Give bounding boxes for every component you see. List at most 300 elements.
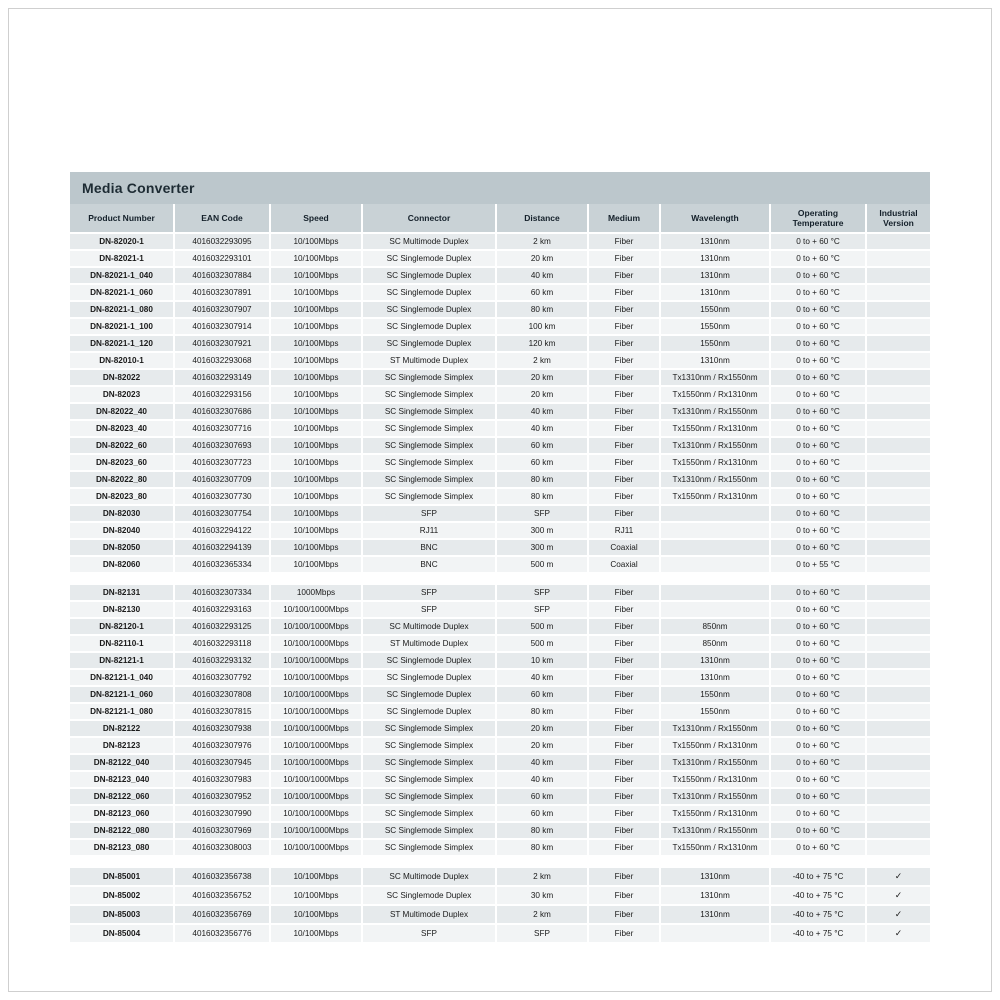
spacer-cell <box>866 856 930 867</box>
cell-medium: Fiber <box>588 403 660 420</box>
cell-medium: Fiber <box>588 703 660 720</box>
cell-wavelength: 1550nm <box>660 301 770 318</box>
cell-ean-code: 4016032307709 <box>174 471 270 488</box>
cell-operating-temperature: 0 to + 60 °C <box>770 250 866 267</box>
cell-distance: SFP <box>496 924 588 943</box>
table-row <box>70 556 930 573</box>
cell-speed: 1000Mbps <box>270 584 362 601</box>
cell-wavelength <box>660 539 770 556</box>
cell-ean-code: 4016032356776 <box>174 924 270 943</box>
cell-speed: 10/100/1000Mbps <box>270 771 362 788</box>
cell-ean-code: 4016032307884 <box>174 267 270 284</box>
cell-distance: 40 km <box>496 420 588 437</box>
cell-distance: 20 km <box>496 369 588 386</box>
table-header <box>70 204 930 233</box>
cell-connector: SC Singlemode Duplex <box>362 669 496 686</box>
cell-ean-code: 4016032307976 <box>174 737 270 754</box>
cell-industrial-version <box>866 420 930 437</box>
cell-industrial-version <box>866 556 930 573</box>
cell-wavelength: 1310nm <box>660 233 770 250</box>
cell-product-number: DN-82022 <box>70 369 174 386</box>
cell-product-number: DN-82123 <box>70 737 174 754</box>
cell-distance: SFP <box>496 584 588 601</box>
cell-connector: SC Singlemode Duplex <box>362 652 496 669</box>
cell-product-number: DN-82120-1 <box>70 618 174 635</box>
cell-operating-temperature: 0 to + 60 °C <box>770 601 866 618</box>
cell-product-number: DN-82122_080 <box>70 822 174 839</box>
table-row <box>70 635 930 652</box>
cell-medium: Fiber <box>588 924 660 943</box>
cell-connector: BNC <box>362 539 496 556</box>
cell-product-number: DN-82021-1_040 <box>70 267 174 284</box>
cell-connector: SC Singlemode Simplex <box>362 454 496 471</box>
cell-distance: 20 km <box>496 720 588 737</box>
cell-operating-temperature: 0 to + 60 °C <box>770 318 866 335</box>
cell-distance: 60 km <box>496 788 588 805</box>
cell-industrial-version <box>866 669 930 686</box>
cell-distance: 2 km <box>496 352 588 369</box>
cell-wavelength <box>660 584 770 601</box>
cell-medium: Fiber <box>588 352 660 369</box>
cell-product-number: DN-82121-1_060 <box>70 686 174 703</box>
cell-speed: 10/100/1000Mbps <box>270 805 362 822</box>
cell-operating-temperature: 0 to + 60 °C <box>770 437 866 454</box>
cell-wavelength <box>660 601 770 618</box>
table-row <box>70 703 930 720</box>
cell-distance: 2 km <box>496 233 588 250</box>
cell-medium: Fiber <box>588 618 660 635</box>
spacer-cell <box>770 856 866 867</box>
cell-wavelength: Tx1550nm / Rx1310nm <box>660 805 770 822</box>
table-row <box>70 618 930 635</box>
table-row <box>70 352 930 369</box>
cell-industrial-version <box>866 369 930 386</box>
cell-connector: SFP <box>362 601 496 618</box>
cell-speed: 10/100Mbps <box>270 267 362 284</box>
cell-operating-temperature: 0 to + 60 °C <box>770 788 866 805</box>
cell-operating-temperature: 0 to + 60 °C <box>770 386 866 403</box>
table-row <box>70 471 930 488</box>
cell-wavelength: 1310nm <box>660 867 770 886</box>
cell-industrial-version <box>866 822 930 839</box>
cell-connector: SFP <box>362 505 496 522</box>
cell-product-number: DN-82021-1_100 <box>70 318 174 335</box>
cell-industrial-version <box>866 584 930 601</box>
cell-industrial-version <box>866 839 930 856</box>
cell-industrial-version <box>866 539 930 556</box>
cell-ean-code: 4016032307938 <box>174 720 270 737</box>
cell-connector: SC Singlemode Simplex <box>362 822 496 839</box>
cell-distance: 80 km <box>496 301 588 318</box>
cell-medium: Fiber <box>588 754 660 771</box>
table-row <box>70 924 930 943</box>
spacer-cell <box>496 856 588 867</box>
cell-speed: 10/100Mbps <box>270 556 362 573</box>
cell-ean-code: 4016032307815 <box>174 703 270 720</box>
cell-connector: SC Singlemode Simplex <box>362 839 496 856</box>
column-header-ean-code: EAN Code <box>174 204 270 233</box>
cell-industrial-version <box>866 386 930 403</box>
cell-product-number: DN-82021-1_120 <box>70 335 174 352</box>
cell-connector: SFP <box>362 584 496 601</box>
spacer-cell <box>770 573 866 584</box>
column-header-wavelength: Wavelength <box>660 204 770 233</box>
table-row <box>70 867 930 886</box>
cell-ean-code: 4016032307969 <box>174 822 270 839</box>
cell-medium: Fiber <box>588 420 660 437</box>
cell-industrial-version <box>866 318 930 335</box>
cell-operating-temperature: 0 to + 60 °C <box>770 539 866 556</box>
table-row <box>70 522 930 539</box>
cell-wavelength: 1310nm <box>660 267 770 284</box>
cell-speed: 10/100Mbps <box>270 454 362 471</box>
spacer-cell <box>70 573 174 584</box>
cell-distance: 60 km <box>496 686 588 703</box>
cell-ean-code: 4016032307914 <box>174 318 270 335</box>
cell-industrial-version <box>866 618 930 635</box>
cell-ean-code: 4016032293156 <box>174 386 270 403</box>
cell-wavelength: Tx1550nm / Rx1310nm <box>660 420 770 437</box>
cell-connector: SC Multimode Duplex <box>362 233 496 250</box>
cell-connector: SC Singlemode Simplex <box>362 754 496 771</box>
column-header-product-number: Product Number <box>70 204 174 233</box>
cell-ean-code: 4016032307723 <box>174 454 270 471</box>
cell-industrial-version <box>866 301 930 318</box>
cell-speed: 10/100Mbps <box>270 488 362 505</box>
cell-ean-code: 4016032307730 <box>174 488 270 505</box>
cell-speed: 10/100/1000Mbps <box>270 754 362 771</box>
cell-speed: 10/100Mbps <box>270 284 362 301</box>
cell-connector: SC Singlemode Duplex <box>362 250 496 267</box>
cell-industrial-version <box>866 233 930 250</box>
cell-ean-code: 4016032293125 <box>174 618 270 635</box>
cell-wavelength: Tx1550nm / Rx1310nm <box>660 454 770 471</box>
cell-connector: SC Singlemode Simplex <box>362 488 496 505</box>
cell-industrial-version <box>866 471 930 488</box>
cell-distance: 500 m <box>496 618 588 635</box>
table-row <box>70 505 930 522</box>
cell-wavelength <box>660 556 770 573</box>
media-converter-table <box>70 204 930 944</box>
cell-wavelength: 1310nm <box>660 886 770 905</box>
cell-speed: 10/100Mbps <box>270 335 362 352</box>
cell-operating-temperature: -40 to + 75 °C <box>770 867 866 886</box>
cell-connector: SC Singlemode Simplex <box>362 720 496 737</box>
cell-wavelength: 1550nm <box>660 703 770 720</box>
cell-operating-temperature: 0 to + 60 °C <box>770 652 866 669</box>
cell-industrial-version <box>866 352 930 369</box>
cell-medium: RJ11 <box>588 522 660 539</box>
cell-product-number: DN-85003 <box>70 905 174 924</box>
cell-medium: Fiber <box>588 720 660 737</box>
cell-wavelength: Tx1550nm / Rx1310nm <box>660 771 770 788</box>
cell-product-number: DN-82023_80 <box>70 488 174 505</box>
cell-distance: 30 km <box>496 886 588 905</box>
cell-connector: SFP <box>362 924 496 943</box>
cell-wavelength: Tx1550nm / Rx1310nm <box>660 386 770 403</box>
cell-wavelength: Tx1310nm / Rx1550nm <box>660 369 770 386</box>
cell-wavelength: 1310nm <box>660 669 770 686</box>
cell-medium: Fiber <box>588 454 660 471</box>
cell-industrial-version <box>866 771 930 788</box>
cell-connector: SC Singlemode Simplex <box>362 420 496 437</box>
cell-wavelength: Tx1310nm / Rx1550nm <box>660 403 770 420</box>
cell-distance: 60 km <box>496 805 588 822</box>
cell-wavelength: 1310nm <box>660 284 770 301</box>
cell-wavelength: Tx1310nm / Rx1550nm <box>660 471 770 488</box>
cell-product-number: DN-82021-1_080 <box>70 301 174 318</box>
spacer-cell <box>174 856 270 867</box>
cell-operating-temperature: 0 to + 60 °C <box>770 284 866 301</box>
cell-ean-code: 4016032293095 <box>174 233 270 250</box>
table-row <box>70 454 930 471</box>
cell-distance: 300 m <box>496 522 588 539</box>
cell-connector: SC Singlemode Simplex <box>362 805 496 822</box>
cell-speed: 10/100Mbps <box>270 250 362 267</box>
cell-medium: Fiber <box>588 369 660 386</box>
cell-product-number: DN-82121-1_040 <box>70 669 174 686</box>
cell-speed: 10/100/1000Mbps <box>270 618 362 635</box>
cell-connector: SC Singlemode Simplex <box>362 437 496 454</box>
cell-product-number: DN-82122_040 <box>70 754 174 771</box>
cell-operating-temperature: 0 to + 60 °C <box>770 505 866 522</box>
check-icon: ✓ <box>894 871 903 881</box>
cell-product-number: DN-82010-1 <box>70 352 174 369</box>
cell-operating-temperature: 0 to + 60 °C <box>770 471 866 488</box>
cell-product-number: DN-82040 <box>70 522 174 539</box>
cell-distance: 80 km <box>496 822 588 839</box>
cell-connector: SC Singlemode Simplex <box>362 369 496 386</box>
cell-distance: 40 km <box>496 267 588 284</box>
column-header-industrial-version: Industrial Version <box>866 204 930 233</box>
cell-medium: Fiber <box>588 905 660 924</box>
cell-connector: ST Multimode Duplex <box>362 635 496 652</box>
check-icon: ✓ <box>894 928 903 938</box>
cell-wavelength: 850nm <box>660 618 770 635</box>
cell-distance: 20 km <box>496 737 588 754</box>
cell-product-number: DN-82021-1_060 <box>70 284 174 301</box>
cell-speed: 10/100/1000Mbps <box>270 601 362 618</box>
cell-ean-code: 4016032356752 <box>174 886 270 905</box>
table-row <box>70 652 930 669</box>
table-row <box>70 437 930 454</box>
cell-medium: Coaxial <box>588 539 660 556</box>
cell-operating-temperature: 0 to + 60 °C <box>770 335 866 352</box>
cell-speed: 10/100Mbps <box>270 233 362 250</box>
cell-speed: 10/100Mbps <box>270 867 362 886</box>
cell-speed: 10/100Mbps <box>270 539 362 556</box>
cell-operating-temperature: 0 to + 55 °C <box>770 556 866 573</box>
cell-product-number: DN-82131 <box>70 584 174 601</box>
table-row <box>70 584 930 601</box>
cell-wavelength: 1310nm <box>660 652 770 669</box>
cell-speed: 10/100Mbps <box>270 403 362 420</box>
table-row <box>70 754 930 771</box>
cell-speed: 10/100/1000Mbps <box>270 652 362 669</box>
cell-distance: 500 m <box>496 635 588 652</box>
cell-medium: Fiber <box>588 635 660 652</box>
table-row <box>70 601 930 618</box>
cell-industrial-version <box>866 267 930 284</box>
cell-speed: 10/100Mbps <box>270 386 362 403</box>
cell-speed: 10/100/1000Mbps <box>270 737 362 754</box>
cell-medium: Coaxial <box>588 556 660 573</box>
cell-operating-temperature: 0 to + 60 °C <box>770 703 866 720</box>
cell-speed: 10/100Mbps <box>270 924 362 943</box>
cell-distance: 80 km <box>496 839 588 856</box>
cell-wavelength: Tx1550nm / Rx1310nm <box>660 488 770 505</box>
cell-ean-code: 4016032307693 <box>174 437 270 454</box>
table-row <box>70 686 930 703</box>
cell-medium: Fiber <box>588 686 660 703</box>
cell-connector: SC Singlemode Duplex <box>362 318 496 335</box>
cell-ean-code: 4016032307808 <box>174 686 270 703</box>
cell-product-number: DN-82050 <box>70 539 174 556</box>
table-row <box>70 369 930 386</box>
cell-ean-code: 4016032307921 <box>174 335 270 352</box>
cell-product-number: DN-82121-1_080 <box>70 703 174 720</box>
table-row <box>70 886 930 905</box>
cell-medium: Fiber <box>588 318 660 335</box>
cell-product-number: DN-82130 <box>70 601 174 618</box>
cell-product-number: DN-82121-1 <box>70 652 174 669</box>
cell-operating-temperature: -40 to + 75 °C <box>770 905 866 924</box>
table-row <box>70 335 930 352</box>
table-row <box>70 805 930 822</box>
cell-wavelength: Tx1310nm / Rx1550nm <box>660 437 770 454</box>
cell-wavelength: Tx1310nm / Rx1550nm <box>660 788 770 805</box>
cell-ean-code: 4016032307952 <box>174 788 270 805</box>
cell-speed: 10/100Mbps <box>270 522 362 539</box>
cell-ean-code: 4016032356738 <box>174 867 270 886</box>
cell-medium: Fiber <box>588 284 660 301</box>
cell-industrial-version <box>866 250 930 267</box>
spacer-cell <box>174 573 270 584</box>
page-title: Media Converter <box>82 180 195 196</box>
cell-industrial-version <box>866 635 930 652</box>
cell-speed: 10/100/1000Mbps <box>270 822 362 839</box>
cell-connector: RJ11 <box>362 522 496 539</box>
cell-distance: 300 m <box>496 539 588 556</box>
cell-industrial-version <box>866 703 930 720</box>
cell-operating-temperature: 0 to + 60 °C <box>770 267 866 284</box>
column-header-operating-temperature: Operating Temperature <box>770 204 866 233</box>
cell-wavelength <box>660 924 770 943</box>
cell-medium: Fiber <box>588 267 660 284</box>
cell-connector: SC Singlemode Simplex <box>362 386 496 403</box>
column-header-distance: Distance <box>496 204 588 233</box>
cell-speed: 10/100Mbps <box>270 437 362 454</box>
cell-product-number: DN-82123_060 <box>70 805 174 822</box>
cell-operating-temperature: 0 to + 60 °C <box>770 822 866 839</box>
cell-distance: 100 km <box>496 318 588 335</box>
cell-distance: 20 km <box>496 250 588 267</box>
cell-connector: SC Singlemode Duplex <box>362 703 496 720</box>
cell-wavelength: 1310nm <box>660 250 770 267</box>
spacer-cell <box>362 573 496 584</box>
spacer-cell <box>70 856 174 867</box>
cell-industrial-version <box>866 652 930 669</box>
cell-medium: Fiber <box>588 788 660 805</box>
cell-medium: Fiber <box>588 471 660 488</box>
cell-medium: Fiber <box>588 250 660 267</box>
cell-speed: 10/100Mbps <box>270 352 362 369</box>
cell-wavelength: Tx1550nm / Rx1310nm <box>660 839 770 856</box>
table-row <box>70 771 930 788</box>
column-header-connector: Connector <box>362 204 496 233</box>
cell-product-number: DN-82023_60 <box>70 454 174 471</box>
spacer-cell <box>270 573 362 584</box>
cell-operating-temperature: 0 to + 60 °C <box>770 522 866 539</box>
table-header-row <box>70 204 930 233</box>
cell-operating-temperature: 0 to + 60 °C <box>770 618 866 635</box>
table-row <box>70 669 930 686</box>
cell-product-number: DN-82022_60 <box>70 437 174 454</box>
cell-wavelength: 1550nm <box>660 686 770 703</box>
cell-speed: 10/100/1000Mbps <box>270 788 362 805</box>
cell-industrial-version <box>866 601 930 618</box>
check-icon: ✓ <box>894 909 903 919</box>
table-row <box>70 301 930 318</box>
table-row <box>70 788 930 805</box>
cell-industrial-version <box>866 437 930 454</box>
table-row <box>70 539 930 556</box>
table-body <box>70 233 930 943</box>
cell-industrial-version <box>866 788 930 805</box>
cell-ean-code: 4016032294139 <box>174 539 270 556</box>
cell-connector: SC Singlemode Simplex <box>362 403 496 420</box>
cell-speed: 10/100Mbps <box>270 318 362 335</box>
cell-medium: Fiber <box>588 437 660 454</box>
cell-distance: SFP <box>496 505 588 522</box>
table-row <box>70 905 930 924</box>
cell-distance: 40 km <box>496 669 588 686</box>
cell-wavelength: Tx1310nm / Rx1550nm <box>660 822 770 839</box>
cell-industrial-version <box>866 886 930 905</box>
cell-ean-code: 4016032293132 <box>174 652 270 669</box>
table-row <box>70 250 930 267</box>
cell-ean-code: 4016032308003 <box>174 839 270 856</box>
cell-ean-code: 4016032293068 <box>174 352 270 369</box>
cell-wavelength: Tx1310nm / Rx1550nm <box>660 754 770 771</box>
cell-wavelength: 850nm <box>660 635 770 652</box>
spacer-cell <box>496 573 588 584</box>
cell-distance: 40 km <box>496 403 588 420</box>
cell-operating-temperature: 0 to + 60 °C <box>770 488 866 505</box>
table-row <box>70 839 930 856</box>
cell-ean-code: 4016032307891 <box>174 284 270 301</box>
cell-distance: 120 km <box>496 335 588 352</box>
cell-wavelength <box>660 522 770 539</box>
table-row <box>70 488 930 505</box>
cell-wavelength: Tx1550nm / Rx1310nm <box>660 737 770 754</box>
cell-speed: 10/100Mbps <box>270 886 362 905</box>
cell-connector: SC Singlemode Duplex <box>362 267 496 284</box>
cell-ean-code: 4016032307983 <box>174 771 270 788</box>
cell-industrial-version <box>866 488 930 505</box>
cell-industrial-version <box>866 522 930 539</box>
cell-wavelength: 1310nm <box>660 352 770 369</box>
cell-distance: 80 km <box>496 488 588 505</box>
cell-distance: 10 km <box>496 652 588 669</box>
cell-product-number: DN-82022_40 <box>70 403 174 420</box>
cell-medium: Fiber <box>588 867 660 886</box>
spacer-cell <box>866 573 930 584</box>
cell-wavelength <box>660 505 770 522</box>
cell-operating-temperature: 0 to + 60 °C <box>770 584 866 601</box>
cell-product-number: DN-82123_040 <box>70 771 174 788</box>
cell-operating-temperature: 0 to + 60 °C <box>770 233 866 250</box>
